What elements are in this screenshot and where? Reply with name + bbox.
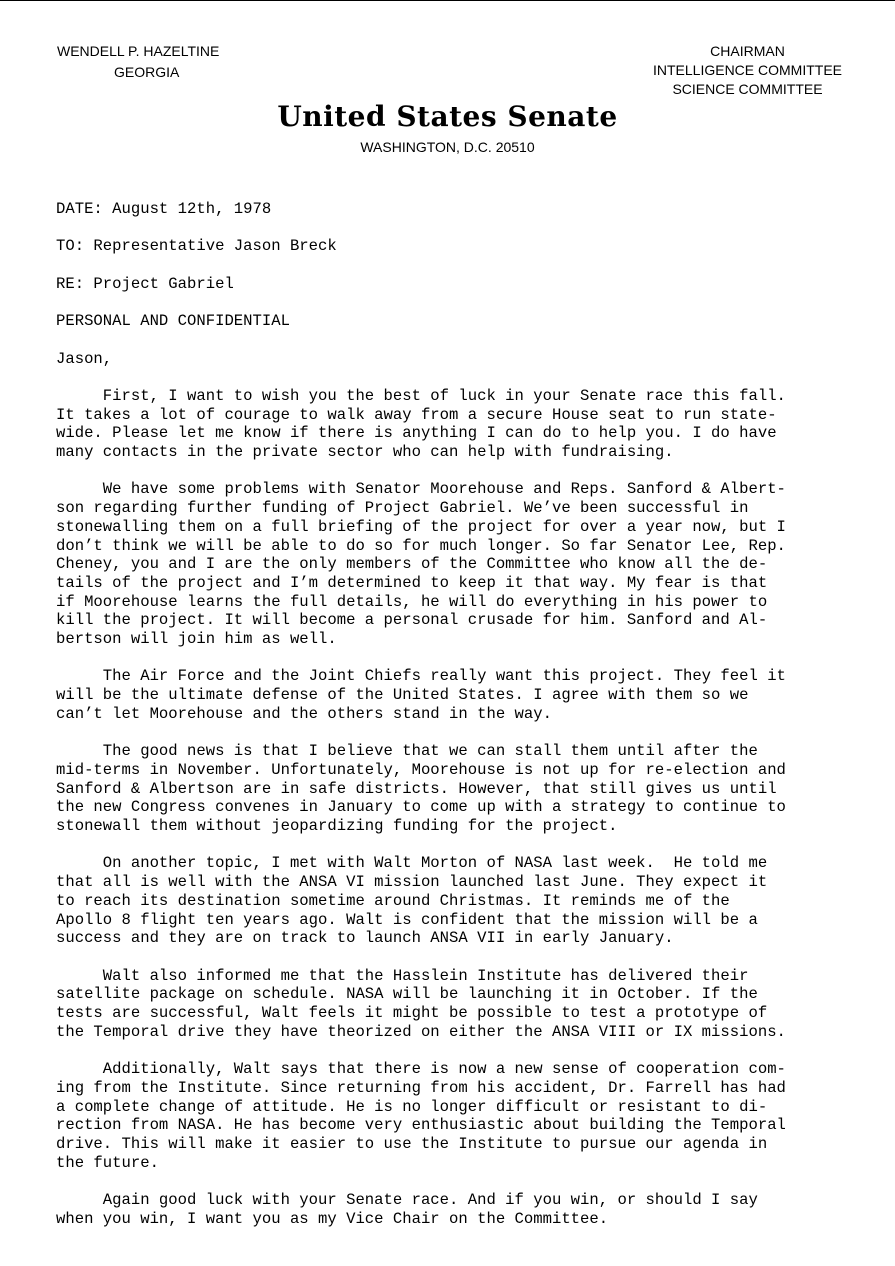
chair-block — [640, 42, 855, 99]
paragraph-closing: Again good luck with your Senate race. And if you win, or should I say when you win, I want you as my Vice Chair on the Committee. — [56, 1191, 758, 1228]
senate-address: WASHINGTON, D.C. 20510 — [360, 139, 535, 155]
to-line: TO: Representative Jason Breck — [56, 237, 337, 256]
sender-state: GEORGIA — [114, 64, 180, 80]
paragraph-air-force: The Air Force and the Joint Chiefs really want this project. They feel it will be the ultimate defense of the United States. I agree with them so we can’t let Moorehouse and the others stand in the way. — [56, 667, 786, 723]
paragraph-hasslein-institute: Walt also informed me that the Hasslein Institute has delivered their satellite package on schedule. NASA will be launching it in October. If the tests are successful, Walt feels it might be possible to test a prototype of the Temporal drive they have theorized on either the ANSA VIII or IX missions. — [56, 966, 786, 1041]
paragraph-funding-problems: We have some problems with Senator Moorehouse and Reps. Sanford & Albert- son regarding further funding of Project Gabriel. We’ve been successful in stonewalling them on a full briefing of the project for over a year now, but I don’t think we will be able to do so for much longer. So far Senator Lee, Rep. Cheney, you and I are the only members of the Committee who know all the de- tails of the project and I’m determined to keep it that way. My fear is that if Moorehouse learns the full details, he will do everything in his power to kill the project. It will become a personal crusade for him. Sanford and Al- bertson will join him as well. — [56, 480, 786, 649]
chair-title: CHAIRMAN — [710, 43, 785, 59]
letter-body — [56, 200, 846, 1247]
committee-intelligence: INTELLIGENCE COMMITTEE — [652, 62, 843, 78]
sender-name: WENDELL P. HAZELTINE — [57, 43, 220, 59]
date-line: DATE: August 12th, 1978 — [56, 200, 272, 218]
salutation: Jason, — [56, 349, 113, 368]
confidential-line: PERSONAL AND CONFIDENTIAL — [56, 312, 290, 331]
re-line: RE: Project Gabriel — [56, 274, 234, 293]
paragraph-nasa-meeting: On another topic, I met with Walt Morton of NASA last week. He told me that all is well with the ANSA VI mission launched last June. They expect it to reach its destination sometime around Christmas. It reminds me of the Apollo 8 flight ten years ago. Walt is confident that the mission will be a success and they are on track to launch ANSA VII in early January. — [56, 854, 768, 948]
committee-science: SCIENCE COMMITTEE — [672, 81, 823, 97]
paragraph-cooperation: Additionally, Walt says that there is now a new sense of cooperation com- ing from the Institute. Since returning from his accident, Dr. Farrell has had a complete change of attitude. He is no longer difficult or resistant to di- rection from NASA. He has become very enthusiastic about building the Temporal drive. This will make it easier to use the Institute to pursue our agenda in the future. — [56, 1060, 786, 1172]
paragraph-good-news: The good news is that I believe that we can stall them until after the mid-terms in November. Unfortunately, Moorehouse is not up for re-election and Sanford & Albertson are in safe districts. However, that still gives us until the new Congress convenes in January to come up with a strategy to continue to stonewall them without jeopardizing funding for the project. — [56, 742, 786, 836]
senate-title: United States Senate — [277, 100, 618, 133]
paragraph-good-luck: First, I want to wish you the best of luck in your Senate race this fall. It takes a lot of courage to walk away from a secure House seat to run state- wide. Please let me know if there is anything I can do to help you. I do have many contacts in the private sector who can help with fundraising. — [56, 386, 786, 462]
